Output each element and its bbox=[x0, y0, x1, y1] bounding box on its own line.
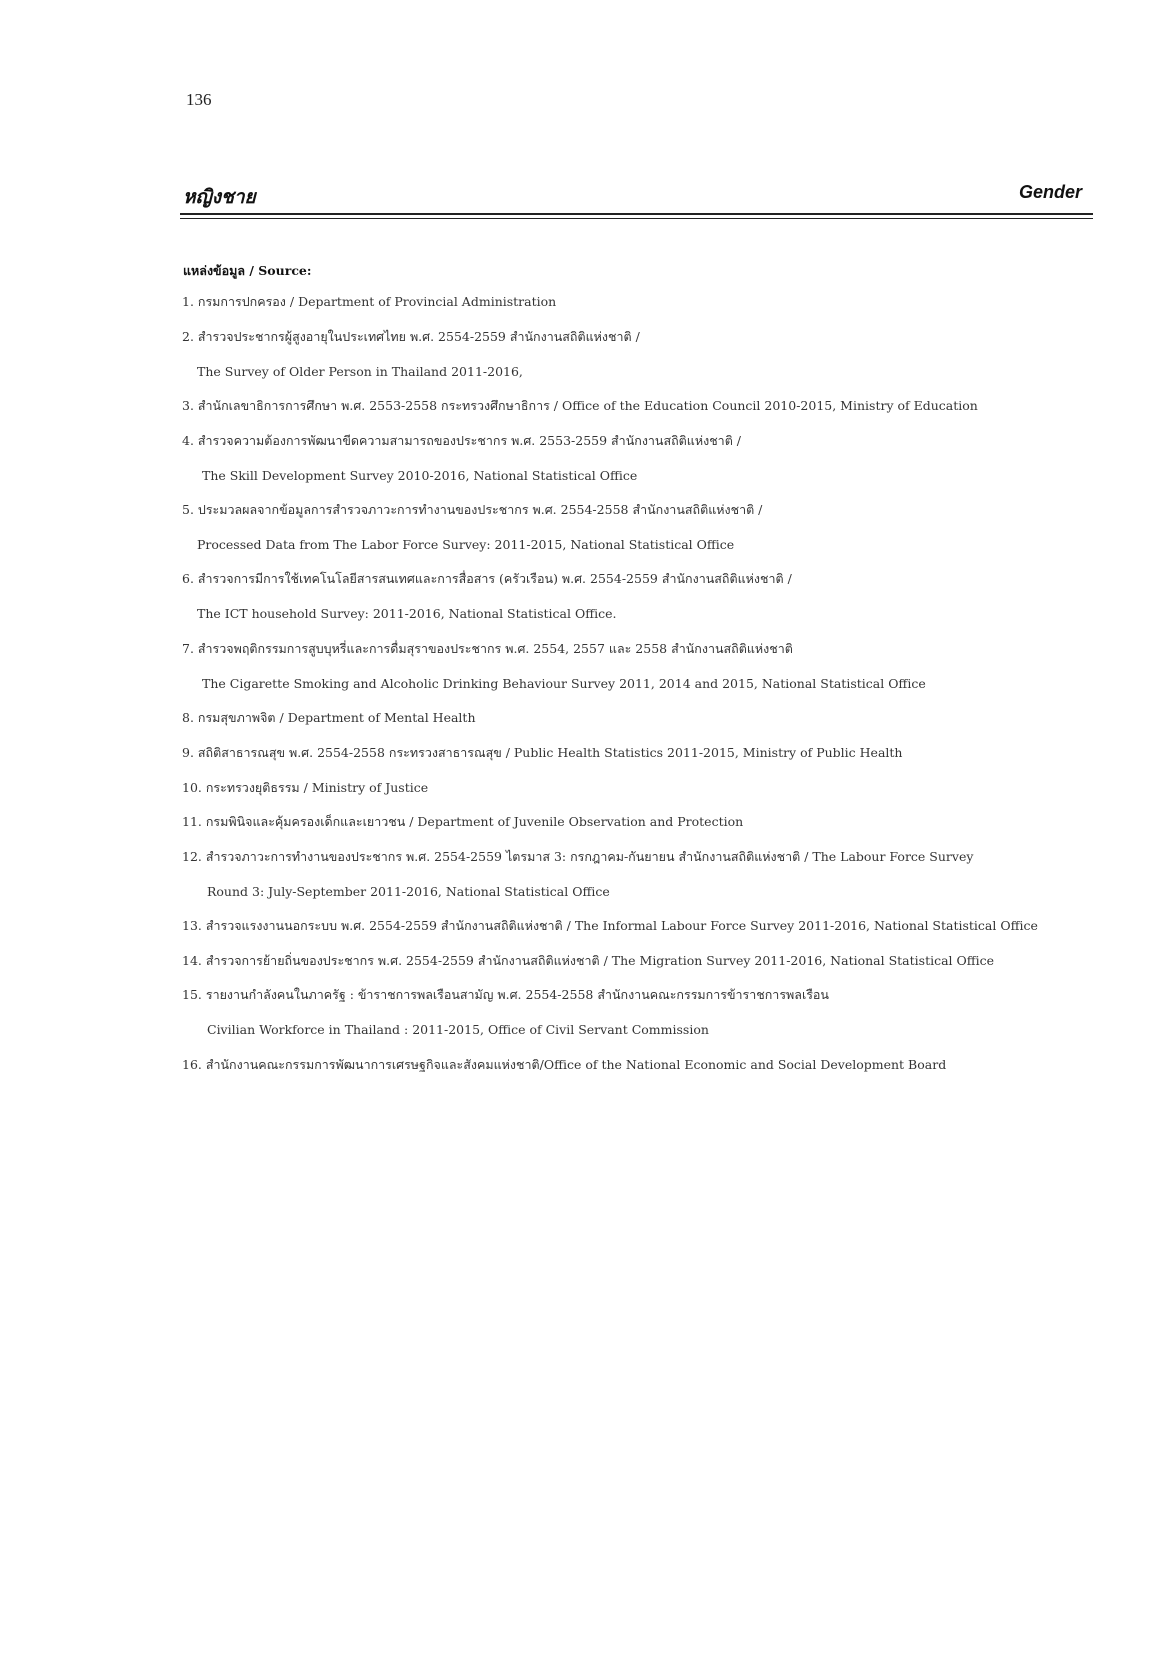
source-heading: แหล่งข้อมูล / Source: bbox=[183, 263, 312, 278]
source-line-14: 14. สำรวจการย้ายถิ่นของประชากร พ.ศ. 2554-2559 สำนักงานสถิติแห่งชาติ / The Migration Survey 2011-2016, National Statistical Office bbox=[182, 953, 995, 968]
header-title-thai: หญิงชาย bbox=[183, 186, 256, 208]
source-line-15: 15. รายงานกำลังคนในภาครัฐ : ข้าราชการพลเรือนสามัญ พ.ศ. 2554-2558 สำนักงานคณะกรรมการข้าราชการพลเรือน bbox=[182, 987, 829, 1002]
source-line-8: 8. กรมสุขภาพจิต / Department of Mental Health bbox=[182, 710, 476, 725]
source-line-4-continued: The Skill Development Survey 2010-2016, National Statistical Office bbox=[202, 468, 638, 483]
source-line-10: 10. กระทรวงยุติธรรม / Ministry of Justice bbox=[182, 780, 429, 795]
source-line-7-continued: The Cigarette Smoking and Alcoholic Drinking Behaviour Survey 2011, 2014 and 2015, National Statistical Office bbox=[202, 676, 926, 691]
source-line-2: 2. สำรวจประชากรผู้สูงอายุในประเทศไทย พ.ศ. 2554-2559 สำนักงานสถิติแห่งชาติ / bbox=[182, 329, 640, 344]
source-line-2-continued: The Survey of Older Person in Thailand 2011-2016, bbox=[197, 364, 523, 379]
source-line-6-continued: The ICT household Survey: 2011-2016, National Statistical Office. bbox=[197, 606, 617, 621]
page-number: 136 bbox=[186, 90, 212, 109]
source-line-7: 7. สำรวจพฤติกรรมการสูบบุหรี่และการดื่มสุราของประชากร พ.ศ. 2554, 2557 และ 2558 สำนักงานสถิติแห่งชาติ bbox=[182, 641, 793, 656]
source-line-4: 4. สำรวจความต้องการพัฒนาขีดความสามารถของประชากร พ.ศ. 2553-2559 สำนักงานสถิติแห่งชาติ / bbox=[182, 433, 742, 448]
source-line-15-continued: Civilian Workforce in Thailand : 2011-2015, Office of Civil Servant Commission bbox=[207, 1022, 709, 1037]
source-line-5: 5. ประมวลผลจากข้อมูลการสำรวจภาวะการทำงานของประชากร พ.ศ. 2554-2558 สำนักงานสถิติแห่งชาติ / bbox=[182, 502, 763, 517]
source-line-1: 1. กรมการปกครอง / Department of Provincial Administration bbox=[182, 294, 557, 309]
header-rule-thick bbox=[180, 213, 1093, 215]
source-line-16: 16. สำนักงานคณะกรรมการพัฒนาการเศรษฐกิจและสังคมแห่งชาติ/Office of the National Economic and Social Development Board bbox=[182, 1057, 947, 1072]
source-line-5-continued: Processed Data from The Labor Force Survey: 2011-2015, National Statistical Office bbox=[197, 537, 735, 552]
source-line-3: 3. สำนักเลขาธิการการศึกษา พ.ศ. 2553-2558 กระทรวงศึกษาธิการ / Office of the Education Council 2010-2015, Ministry of Education bbox=[182, 398, 978, 413]
source-line-12-continued: Round 3: July-September 2011-2016, National Statistical Office bbox=[207, 884, 610, 899]
header-title-english: Gender bbox=[1018, 182, 1082, 202]
source-line-6: 6. สำรวจการมีการใช้เทคโนโลยีสารสนเทศและการสื่อสาร (ครัวเรือน) พ.ศ. 2554-2559 สำนักงานสถิติแห่งชาติ / bbox=[182, 571, 792, 586]
source-line-9: 9. สถิติสาธารณสุข พ.ศ. 2554-2558 กระทรวงสาธารณสุข / Public Health Statistics 2011-2015, Ministry of Public Health bbox=[182, 745, 903, 760]
source-line-11: 11. กรมพินิจและคุ้มครองเด็กและเยาวชน / Department of Juvenile Observation and Protection bbox=[182, 814, 744, 829]
header-rule-thin bbox=[180, 218, 1093, 219]
source-line-12: 12. สำรวจภาวะการทำงานของประชากร พ.ศ. 2554-2559 ไตรมาส 3: กรกฎาคม-กันยายน สำนักงานสถิติแห่งชาติ / The Labour Force Survey bbox=[182, 849, 974, 864]
source-line-13: 13. สำรวจแรงงานนอกระบบ พ.ศ. 2554-2559 สำนักงานสถิติแห่งชาติ / The Informal Labour Force Survey 2011-2016, National Statistical Office bbox=[182, 918, 1038, 933]
